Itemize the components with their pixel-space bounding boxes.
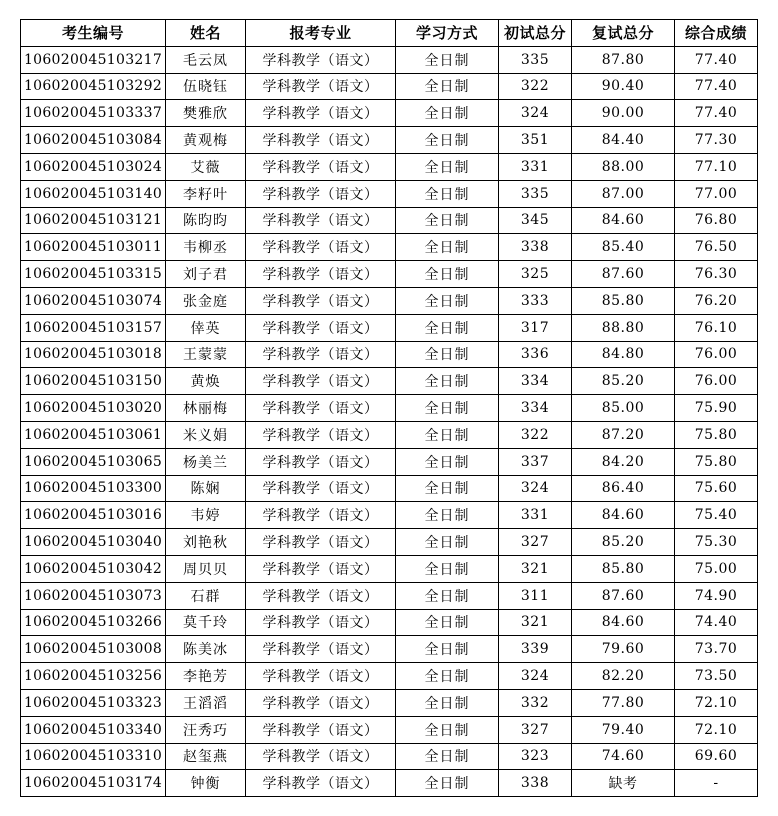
cell-retest-score: 84.40 (572, 127, 675, 154)
cell-study-mode: 全日制 (396, 287, 499, 314)
cell-name: 樊雅欣 (166, 100, 246, 127)
cell-initial-score: 334 (499, 368, 572, 395)
cell-major: 学科教学（语文） (246, 395, 396, 422)
cell-final-score: 73.70 (675, 636, 758, 663)
cell-major: 学科教学（语文） (246, 529, 396, 556)
cell-retest-score: 85.00 (572, 395, 675, 422)
cell-final-score: 76.10 (675, 314, 758, 341)
cell-initial-score: 331 (499, 502, 572, 529)
cell-exam-id: 106020045103121 (21, 207, 166, 234)
cell-final-score: 77.00 (675, 180, 758, 207)
cell-exam-id: 106020045103292 (21, 73, 166, 100)
cell-major: 学科教学（语文） (246, 716, 396, 743)
cell-major: 学科教学（语文） (246, 341, 396, 368)
cell-final-score: 75.00 (675, 555, 758, 582)
cell-study-mode: 全日制 (396, 153, 499, 180)
cell-name: 伍晓钰 (166, 73, 246, 100)
cell-retest-score: 87.60 (572, 261, 675, 288)
table-row (21, 743, 758, 770)
cell-name: 李艳芳 (166, 663, 246, 690)
table-row (21, 46, 758, 73)
table-row (21, 368, 758, 395)
cell-initial-score: 322 (499, 73, 572, 100)
table-row (21, 234, 758, 261)
cell-initial-score: 321 (499, 609, 572, 636)
cell-retest-score: 85.20 (572, 529, 675, 556)
cell-name: 李籽叶 (166, 180, 246, 207)
cell-study-mode: 全日制 (396, 555, 499, 582)
cell-final-score: 75.80 (675, 421, 758, 448)
cell-exam-id: 106020045103016 (21, 502, 166, 529)
cell-initial-score: 335 (499, 180, 572, 207)
cell-final-score: 76.00 (675, 341, 758, 368)
cell-study-mode: 全日制 (396, 475, 499, 502)
cell-major: 学科教学（语文） (246, 127, 396, 154)
cell-retest-score: 82.20 (572, 663, 675, 690)
cell-study-mode: 全日制 (396, 502, 499, 529)
cell-name: 黄观梅 (166, 127, 246, 154)
table-row (21, 180, 758, 207)
col-header-study-mode: 学习方式 (396, 20, 499, 47)
table-row (21, 770, 758, 797)
table-row (21, 100, 758, 127)
cell-study-mode: 全日制 (396, 314, 499, 341)
cell-major: 学科教学（语文） (246, 368, 396, 395)
table-row (21, 609, 758, 636)
cell-initial-score: 311 (499, 582, 572, 609)
cell-exam-id: 106020045103217 (21, 46, 166, 73)
table-row (21, 314, 758, 341)
cell-final-score: 72.10 (675, 716, 758, 743)
cell-final-score: 77.40 (675, 100, 758, 127)
col-header-name: 姓名 (166, 20, 246, 47)
cell-study-mode: 全日制 (396, 368, 499, 395)
cell-final-score: 75.30 (675, 529, 758, 556)
cell-exam-id: 106020045103065 (21, 448, 166, 475)
cell-initial-score: 332 (499, 689, 572, 716)
cell-final-score: 73.50 (675, 663, 758, 690)
cell-major: 学科教学（语文） (246, 314, 396, 341)
cell-initial-score: 336 (499, 341, 572, 368)
cell-retest-score: 84.80 (572, 341, 675, 368)
cell-exam-id: 106020045103323 (21, 689, 166, 716)
cell-initial-score: 338 (499, 770, 572, 797)
cell-retest-score: 88.80 (572, 314, 675, 341)
table-row (21, 689, 758, 716)
cell-major: 学科教学（语文） (246, 180, 396, 207)
table-row (21, 73, 758, 100)
cell-major: 学科教学（语文） (246, 261, 396, 288)
table-row (21, 395, 758, 422)
cell-final-score: 76.80 (675, 207, 758, 234)
cell-study-mode: 全日制 (396, 46, 499, 73)
cell-study-mode: 全日制 (396, 234, 499, 261)
cell-exam-id: 106020045103266 (21, 609, 166, 636)
cell-retest-score: 79.40 (572, 716, 675, 743)
cell-study-mode: 全日制 (396, 207, 499, 234)
cell-exam-id: 106020045103008 (21, 636, 166, 663)
cell-major: 学科教学（语文） (246, 689, 396, 716)
score-table (20, 19, 758, 797)
cell-initial-score: 317 (499, 314, 572, 341)
cell-initial-score: 334 (499, 395, 572, 422)
cell-name: 王蒙蒙 (166, 341, 246, 368)
cell-initial-score: 322 (499, 421, 572, 448)
cell-name: 汪秀巧 (166, 716, 246, 743)
cell-retest-score: 85.80 (572, 555, 675, 582)
cell-retest-score: 87.80 (572, 46, 675, 73)
cell-initial-score: 331 (499, 153, 572, 180)
col-header-exam-id: 考生编号 (21, 20, 166, 47)
cell-study-mode: 全日制 (396, 689, 499, 716)
cell-study-mode: 全日制 (396, 421, 499, 448)
cell-final-score: 72.10 (675, 689, 758, 716)
cell-retest-score: 84.60 (572, 502, 675, 529)
cell-exam-id: 106020045103140 (21, 180, 166, 207)
cell-major: 学科教学（语文） (246, 46, 396, 73)
table-row (21, 475, 758, 502)
cell-study-mode: 全日制 (396, 609, 499, 636)
cell-final-score: 77.10 (675, 153, 758, 180)
cell-major: 学科教学（语文） (246, 663, 396, 690)
cell-retest-score: 90.00 (572, 100, 675, 127)
cell-study-mode: 全日制 (396, 180, 499, 207)
cell-major: 学科教学（语文） (246, 153, 396, 180)
cell-study-mode: 全日制 (396, 743, 499, 770)
cell-major: 学科教学（语文） (246, 555, 396, 582)
table-row (21, 287, 758, 314)
cell-exam-id: 106020045103084 (21, 127, 166, 154)
cell-exam-id: 106020045103024 (21, 153, 166, 180)
cell-name: 钟衡 (166, 770, 246, 797)
cell-study-mode: 全日制 (396, 770, 499, 797)
cell-major: 学科教学（语文） (246, 609, 396, 636)
cell-retest-score: 87.20 (572, 421, 675, 448)
cell-final-score: 74.40 (675, 609, 758, 636)
cell-study-mode: 全日制 (396, 716, 499, 743)
cell-exam-id: 106020045103340 (21, 716, 166, 743)
cell-initial-score: 351 (499, 127, 572, 154)
cell-study-mode: 全日制 (396, 341, 499, 368)
cell-major: 学科教学（语文） (246, 636, 396, 663)
cell-study-mode: 全日制 (396, 261, 499, 288)
cell-initial-score: 324 (499, 663, 572, 690)
cell-exam-id: 106020045103300 (21, 475, 166, 502)
cell-final-score: 75.80 (675, 448, 758, 475)
cell-study-mode: 全日制 (396, 529, 499, 556)
cell-initial-score: 321 (499, 555, 572, 582)
cell-name: 米义娟 (166, 421, 246, 448)
table-row (21, 448, 758, 475)
cell-name: 周贝贝 (166, 555, 246, 582)
cell-major: 学科教学（语文） (246, 73, 396, 100)
col-header-retest-score: 复试总分 (572, 20, 675, 47)
cell-exam-id: 106020045103073 (21, 582, 166, 609)
cell-major: 学科教学（语文） (246, 421, 396, 448)
table-row (21, 127, 758, 154)
cell-exam-id: 106020045103174 (21, 770, 166, 797)
cell-exam-id: 106020045103337 (21, 100, 166, 127)
table-row (21, 341, 758, 368)
table-body (21, 46, 758, 796)
table-row (21, 663, 758, 690)
cell-retest-score: 85.40 (572, 234, 675, 261)
cell-initial-score: 335 (499, 46, 572, 73)
cell-initial-score: 323 (499, 743, 572, 770)
cell-initial-score: 324 (499, 475, 572, 502)
cell-name: 陈娴 (166, 475, 246, 502)
cell-name: 韦婷 (166, 502, 246, 529)
cell-exam-id: 106020045103020 (21, 395, 166, 422)
cell-exam-id: 106020045103061 (21, 421, 166, 448)
cell-retest-score: 87.00 (572, 180, 675, 207)
table-row (21, 582, 758, 609)
cell-name: 林丽梅 (166, 395, 246, 422)
cell-final-score: 75.60 (675, 475, 758, 502)
table-row (21, 207, 758, 234)
cell-major: 学科教学（语文） (246, 475, 396, 502)
col-header-major: 报考专业 (246, 20, 396, 47)
cell-study-mode: 全日制 (396, 395, 499, 422)
cell-exam-id: 106020045103042 (21, 555, 166, 582)
cell-final-score: 77.40 (675, 73, 758, 100)
cell-name: 陈昀昀 (166, 207, 246, 234)
cell-name: 刘艳秋 (166, 529, 246, 556)
cell-exam-id: 106020045103157 (21, 314, 166, 341)
cell-retest-score: 74.60 (572, 743, 675, 770)
cell-final-score: 69.60 (675, 743, 758, 770)
cell-initial-score: 339 (499, 636, 572, 663)
cell-retest-score: 87.60 (572, 582, 675, 609)
cell-name: 黄焕 (166, 368, 246, 395)
cell-retest-score: 84.60 (572, 609, 675, 636)
cell-study-mode: 全日制 (396, 636, 499, 663)
cell-initial-score: 327 (499, 716, 572, 743)
cell-name: 倖英 (166, 314, 246, 341)
cell-initial-score: 324 (499, 100, 572, 127)
cell-major: 学科教学（语文） (246, 100, 396, 127)
cell-retest-score: 84.60 (572, 207, 675, 234)
cell-major: 学科教学（语文） (246, 502, 396, 529)
cell-final-score: - (675, 770, 758, 797)
cell-exam-id: 106020045103315 (21, 261, 166, 288)
cell-major: 学科教学（语文） (246, 743, 396, 770)
cell-major: 学科教学（语文） (246, 582, 396, 609)
cell-name: 张金庭 (166, 287, 246, 314)
cell-exam-id: 106020045103150 (21, 368, 166, 395)
cell-initial-score: 338 (499, 234, 572, 261)
cell-exam-id: 106020045103074 (21, 287, 166, 314)
cell-name: 莫千玲 (166, 609, 246, 636)
cell-name: 刘子君 (166, 261, 246, 288)
cell-retest-score: 85.80 (572, 287, 675, 314)
table-row (21, 421, 758, 448)
cell-major: 学科教学（语文） (246, 207, 396, 234)
cell-retest-score: 84.20 (572, 448, 675, 475)
cell-name: 陈美冰 (166, 636, 246, 663)
cell-final-score: 74.90 (675, 582, 758, 609)
cell-name: 艾薇 (166, 153, 246, 180)
cell-final-score: 77.40 (675, 46, 758, 73)
cell-major: 学科教学（语文） (246, 287, 396, 314)
cell-initial-score: 327 (499, 529, 572, 556)
cell-initial-score: 337 (499, 448, 572, 475)
cell-exam-id: 106020045103040 (21, 529, 166, 556)
table-row (21, 529, 758, 556)
cell-name: 王滔滔 (166, 689, 246, 716)
cell-name: 毛云凤 (166, 46, 246, 73)
cell-final-score: 75.40 (675, 502, 758, 529)
cell-final-score: 77.30 (675, 127, 758, 154)
cell-exam-id: 106020045103018 (21, 341, 166, 368)
cell-final-score: 76.00 (675, 368, 758, 395)
cell-study-mode: 全日制 (396, 582, 499, 609)
table-row (21, 555, 758, 582)
cell-major: 学科教学（语文） (246, 770, 396, 797)
cell-final-score: 76.50 (675, 234, 758, 261)
table-header-row (21, 20, 758, 47)
cell-final-score: 76.30 (675, 261, 758, 288)
cell-retest-score: 77.80 (572, 689, 675, 716)
table-row (21, 716, 758, 743)
cell-study-mode: 全日制 (396, 73, 499, 100)
cell-final-score: 75.90 (675, 395, 758, 422)
cell-retest-score: 缺考 (572, 770, 675, 797)
cell-name: 石群 (166, 582, 246, 609)
cell-name: 赵玺燕 (166, 743, 246, 770)
cell-major: 学科教学（语文） (246, 448, 396, 475)
cell-initial-score: 333 (499, 287, 572, 314)
table-row (21, 261, 758, 288)
table-row (21, 153, 758, 180)
cell-study-mode: 全日制 (396, 448, 499, 475)
cell-retest-score: 85.20 (572, 368, 675, 395)
cell-retest-score: 86.40 (572, 475, 675, 502)
cell-exam-id: 106020045103011 (21, 234, 166, 261)
cell-final-score: 76.20 (675, 287, 758, 314)
cell-initial-score: 345 (499, 207, 572, 234)
cell-name: 杨美兰 (166, 448, 246, 475)
cell-study-mode: 全日制 (396, 663, 499, 690)
col-header-final-score: 综合成绩 (675, 20, 758, 47)
cell-exam-id: 106020045103310 (21, 743, 166, 770)
cell-retest-score: 88.00 (572, 153, 675, 180)
cell-exam-id: 106020045103256 (21, 663, 166, 690)
cell-study-mode: 全日制 (396, 100, 499, 127)
cell-name: 韦柳丞 (166, 234, 246, 261)
table-row (21, 636, 758, 663)
cell-retest-score: 90.40 (572, 73, 675, 100)
cell-major: 学科教学（语文） (246, 234, 396, 261)
cell-retest-score: 79.60 (572, 636, 675, 663)
table-row (21, 502, 758, 529)
cell-initial-score: 325 (499, 261, 572, 288)
col-header-initial-score: 初试总分 (499, 20, 572, 47)
cell-study-mode: 全日制 (396, 127, 499, 154)
